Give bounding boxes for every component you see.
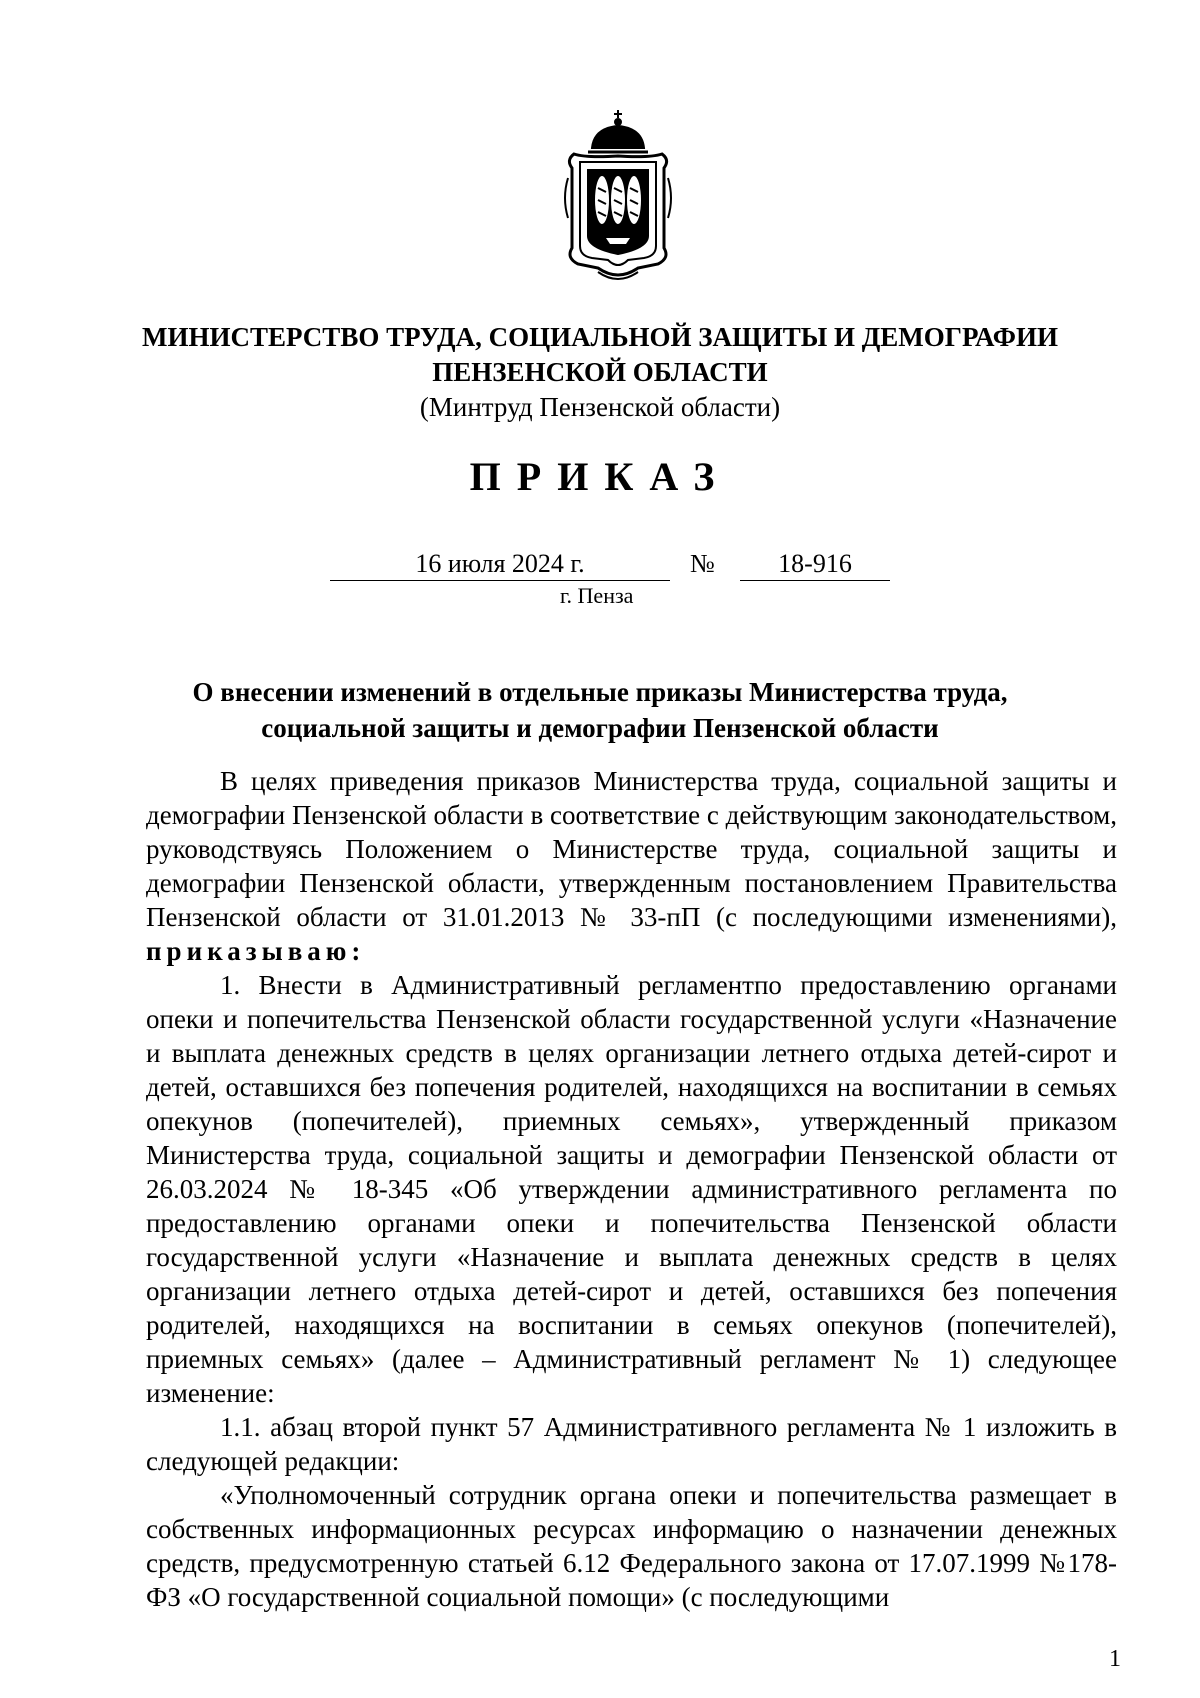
number-sign: № bbox=[690, 549, 715, 578]
title-line-2: социальной защиты и демографии Пензенской области bbox=[261, 713, 939, 743]
document-number: 18-916 bbox=[740, 548, 890, 581]
document-city: г. Пенза bbox=[560, 583, 634, 608]
preamble-text: В целях приведения приказов Министерства труда, социальной защиты и демографии Пензенской области в соответствие с действующим законодательством, руководствуясь Положением о Министерстве труда, социальной защиты и демографии Пензенской области, утвержденным постановлением Правительства Пензенской области от 31.01.2013 № 33-пП (с последующими изменениями), bbox=[146, 766, 1117, 932]
document-date: 16 июля 2024 г. bbox=[330, 548, 670, 581]
org-short-name: (Минтруд Пензенской области) bbox=[419, 392, 781, 422]
title-line-1: О внесении изменений в отдельные приказы Министерства труда, bbox=[192, 677, 1008, 707]
coat-of-arms-icon bbox=[558, 108, 678, 288]
org-name-line-1: МИНИСТЕРСТВО ТРУДА, СОЦИАЛЬНОЙ ЗАЩИТЫ И ДЕМОГРАФИИ bbox=[141, 322, 1058, 352]
paragraph-preamble bbox=[146, 764, 1117, 968]
document-type-heading: ПРИКАЗ bbox=[469, 454, 731, 499]
order-keyword: приказываю: bbox=[146, 936, 366, 966]
document-title bbox=[0, 674, 1200, 746]
paragraph-item-1-1: 1.1. абзац второй пункт 57 Административного регламента № 1 изложить в следующей редакции: bbox=[146, 1412, 1117, 1476]
document-body bbox=[146, 764, 1117, 1614]
org-name-line-2: ПЕНЗЕНСКОЙ ОБЛАСТИ bbox=[432, 357, 768, 387]
page-number: 1 bbox=[1109, 1646, 1121, 1672]
paragraph-item-1: 1. Внести в Административный регламентпо предоставлению органами опеки и попечительства Пензенской области государственной услуги «Назначение и выплата денежных средств в целях организации летнего отдыха детей-сирот и детей, оставшихся без попечения родителей, находящихся на воспитании в семьях опекунов (попечителей), приемных семьях», утвержденный приказом Министерства труда, социальной защиты и демографии Пензенской области от 26.03.2024 № 18-345 «Об утверждении административного регламента по предоставлению органами опеки и попечительства Пензенской области государственной услуги «Назначение и выплата денежных средств в целях организации летнего отдыха детей-сирот и детей, оставшихся без попечения родителей, находящихся на воспитании в семьях опекунов (попечителей), приемных семьях» (далее – Административный регламент № 1) следующее изменение: bbox=[146, 970, 1117, 1408]
paragraph-quote: «Уполномоченный сотрудник органа опеки и попечительства размещает в собственных информационных ресурсах информацию о назначении денежных средств, предусмотренную статьей 6.12 Федерального закона от 17.07.1999 №178-ФЗ «О государственной социальной помощи» (с последующими bbox=[146, 1480, 1117, 1612]
